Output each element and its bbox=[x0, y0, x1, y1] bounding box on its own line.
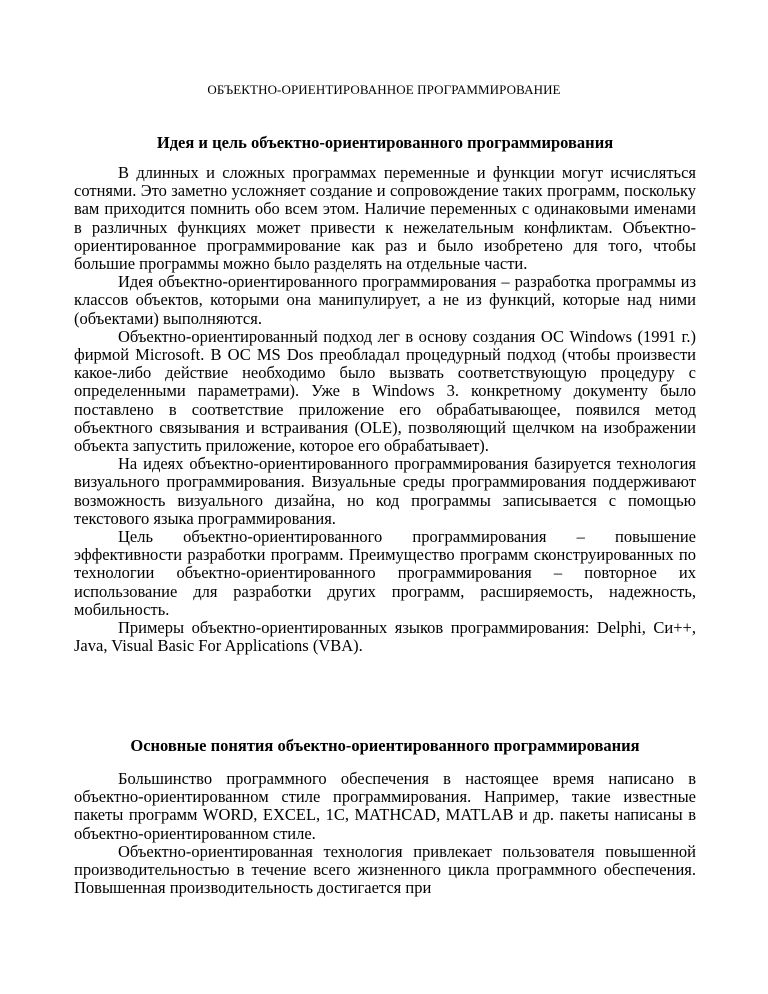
paragraph: В длинных и сложных программах переменные и функции могут исчисляться сотнями. Это заметно усложняет создание и сопровождение таких программ, поскольку вам приходится помнить обо всем этом. Наличие переменных с одинаковыми именами в различных функциях может привести к нежелательным конфликтам. Объектно-ориентированное программирование как раз и было изобретено для того, чтобы большие программы можно было разделять на отдельные части. bbox=[74, 163, 696, 274]
paragraph: Цель объектно-ориентированного программирования – повышение эффективности разработки программ. Преимущество программ сконструированных по технологии объектно-ориентированного программирования – повторное их использование для разработки других программ, расширяемость, надежность, мобильность. bbox=[74, 527, 696, 619]
paragraph: Идея объектно-ориентированного программирования – разработка программы из классов объектов, которыми она манипулирует, а не из функций, которые над ними (объектами) выполняются. bbox=[74, 272, 696, 328]
paragraph: Примеры объектно-ориентированных языков программирования: Delphi, Си++, Java, Visual Basic For Applications (VBA). bbox=[74, 618, 696, 656]
section-heading-idea: Идея и цель объектно-ориентированного программирования bbox=[156, 133, 614, 152]
paragraph: Объектно-ориентированная технология привлекает пользователя повышенной производительностью в течение всего жизненного цикла программного обеспечения. Повышенная производительность достигается при bbox=[74, 841, 696, 898]
paragraph: Большинство программного обеспечения в настоящее время написано в объектно-ориентированном стиле программирования. Например, такие известные пакеты программ WORD, EXCEL, 1С, MATHCAD, MATLAB и др. пакеты написаны в объектно-ориентированном стиле. bbox=[74, 769, 696, 843]
section-body-concepts bbox=[74, 770, 696, 897]
paragraph: На идеях объектно-ориентированного программирования базируется технология визуального программирования. Визуальные среды программирования поддерживают возможность визуального дизайна, но код программы записывается с помощью текстового языка программирования. bbox=[74, 454, 696, 528]
document-title: ОБЪЕКТНО-ОРИЕНТИРОВАННОЕ ПРОГРАММИРОВАНИЕ bbox=[207, 82, 561, 97]
section-heading-concepts: Основные понятия объектно-ориентированного программирования bbox=[130, 736, 640, 755]
paragraph: Объектно-ориентированный подход лег в основу создания ОС Windows (1991 г.) фирмой Microsoft. В ОС MS Dos преобладал процедурный подход (чтобы произвести какое-либо действие необходимо было вызвать соответствующую процедуру с определенными параметрами). Уже в Windows 3. конкретному документу было поставлено в соответствие приложение его обрабатывающее, появился метод объектного связывания и встраивания (OLE), позволяющий щелчком на изображении объекта запустить приложение, которое его обрабатывает). bbox=[74, 326, 696, 456]
section-body-idea bbox=[74, 164, 696, 655]
